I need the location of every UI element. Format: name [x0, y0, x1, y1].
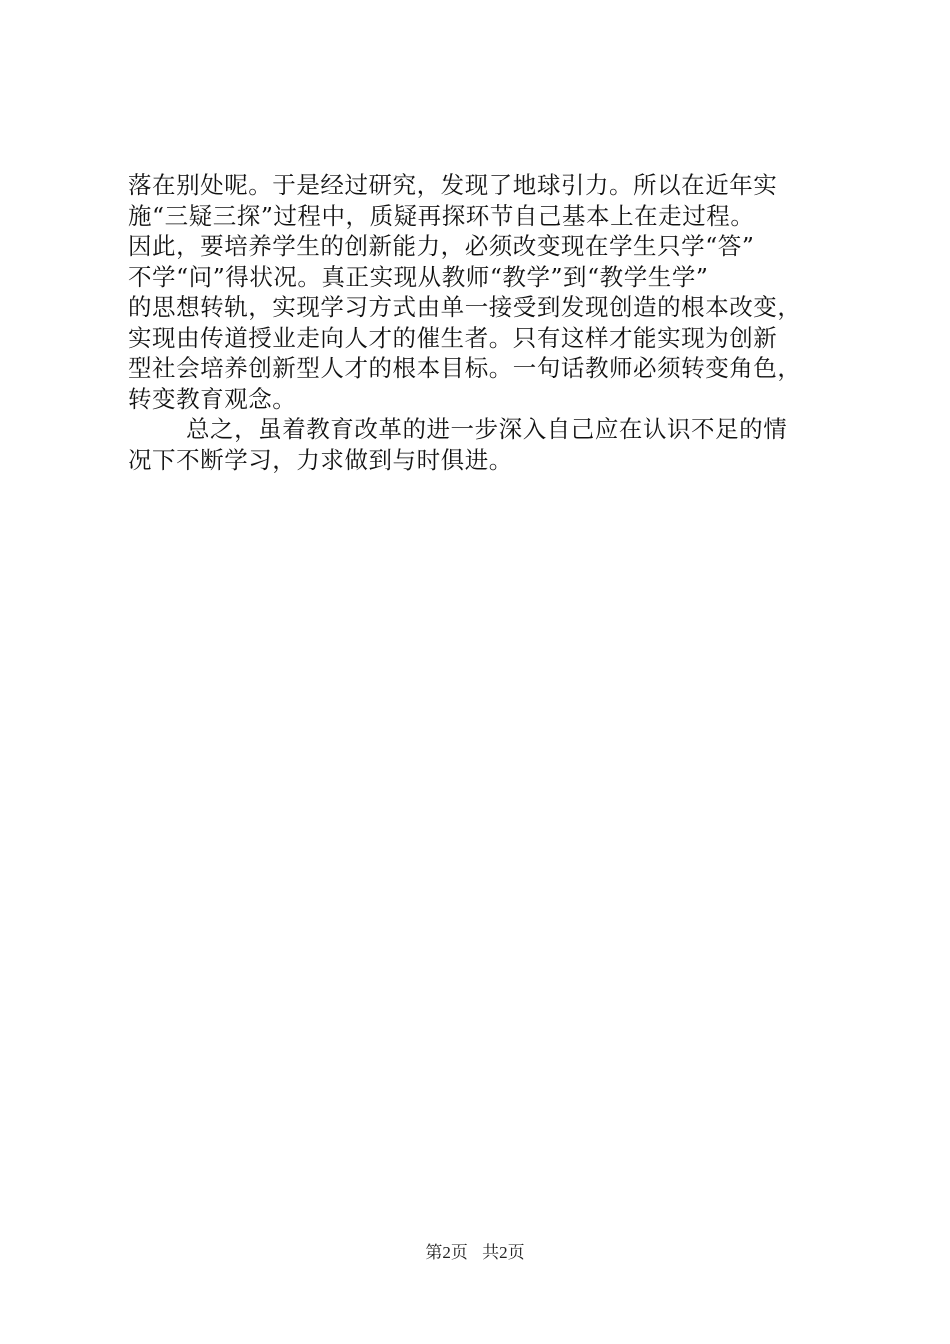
- text-line: 型社会培养创新型人才的根本目标。一句话教师必须转变角色，: [128, 354, 802, 382]
- paragraph-start-line: 总之，虽着教育改革的进一步深入自己应在认识不足的情: [186, 415, 788, 443]
- text-line: 落在别处呢。于是经过研究，发现了地球引力。所以在近年实: [128, 171, 778, 199]
- page-number: 第2页: [425, 1243, 468, 1262]
- page-total: 共2页: [482, 1243, 525, 1262]
- text-line: 因此，要培养学生的创新能力，必须改变现在学生只学“答”: [128, 232, 755, 260]
- text-line: 况下不断学习，力求做到与时俱进。: [128, 445, 513, 474]
- text-line: 转变教育观念。: [128, 384, 297, 413]
- text-line: 的思想转轨，实现学习方式由单一接受到发现创造的根本改变，: [128, 293, 802, 321]
- text-line: 施“三疑三探”过程中，质疑再探环节自己基本上在走过程。: [128, 201, 755, 230]
- document-body: [128, 170, 848, 475]
- page-footer: [0, 1242, 950, 1264]
- text-line: 实现由传道授业走向人才的催生者。只有这样才能实现为创新: [128, 323, 778, 352]
- text-line: 不学“问”得状况。真正实现从教师“教学”到“教学生学”: [128, 262, 709, 291]
